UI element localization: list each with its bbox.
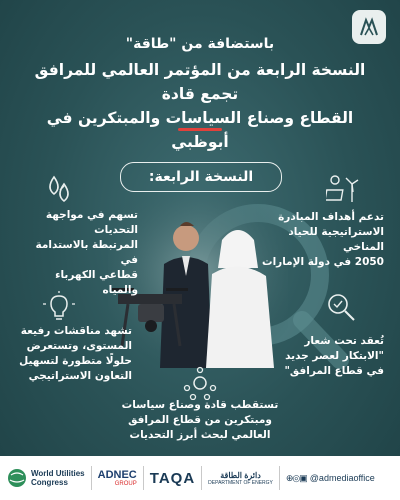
feature-text-line: تشهد مناقشات رفيعة	[20, 325, 132, 337]
footer-separator	[279, 466, 280, 490]
header	[20, 36, 380, 154]
lightbulb-icon	[42, 290, 76, 324]
feature-attracts-leaders	[120, 398, 280, 443]
adnec-group: GROUP	[114, 481, 137, 487]
feature-text-line: التعاون الاستراتيجي	[28, 370, 132, 382]
social-handle[interactable]	[286, 473, 375, 484]
feature-text-line: ومبتكرين من قطاع المرافق	[128, 414, 272, 426]
wuc-logo	[6, 467, 85, 489]
feature-sustainability	[18, 208, 138, 298]
taqa-logo	[150, 470, 195, 487]
media-handle: @admediaoffice	[309, 473, 375, 483]
footer-logos	[0, 456, 400, 500]
globe-icon	[6, 467, 28, 489]
adnec-name: ADNEC	[97, 469, 137, 481]
feature-slogan	[264, 334, 384, 379]
feature-text-line: "الابتكار لعصر جديد	[285, 350, 384, 362]
feature-discussions	[12, 324, 132, 384]
wuc-name-line-1: World Utilities	[31, 469, 85, 478]
feature-text-line: المرتبطة بالاستدامة في	[35, 239, 138, 266]
magnifier-icon	[324, 290, 358, 324]
footer-separator	[91, 466, 92, 490]
headline-line-1: النسخة الرابعة من المؤتمر العالمي للمرافق تجمع قادة	[34, 61, 366, 103]
adnec-logo	[98, 469, 137, 487]
host-line: باستضافة من "طاقة"	[125, 36, 275, 52]
feature-text-line: قطاعي الكهرباء والمياه	[55, 269, 138, 296]
water-drops-icon	[42, 172, 76, 206]
footer-separator	[201, 466, 202, 490]
doe-name-ar: دائرة الطاقة	[220, 470, 261, 480]
footer-separator	[143, 466, 144, 490]
feature-text-line: المستوى، وتستعرض	[26, 340, 132, 352]
network-people-icon	[183, 366, 217, 400]
wuc-name-line-2: Congress	[31, 478, 68, 487]
accent-divider	[178, 128, 222, 131]
feature-text-line: 2050 في دولة الإمارات	[262, 256, 384, 268]
feature-text-line: الاستراتيجية للحياد المناخي	[288, 226, 384, 253]
taqa-name: TAQA	[149, 469, 196, 487]
feature-text-line: العالمي لبحث أبرز التحديات	[129, 429, 271, 441]
feature-text-line: في قطاع المرافق"	[284, 365, 384, 377]
feature-text-line: تستقطب قادة وصناع سياسات	[121, 399, 279, 411]
feature-text-line: تسهم في مواجهة التحديات	[45, 209, 138, 236]
feature-text-line: تُعقد تحت شعار	[304, 335, 384, 347]
feature-text-line: حلولًا متطورة لتسهيل	[19, 355, 132, 367]
solar-wind-icon	[326, 172, 360, 206]
social-icons: ⊕◎▣	[285, 472, 307, 483]
feature-text-line: تدعم أهداف المبادرة	[278, 211, 384, 223]
edition-label: النسخة الرابعة:	[120, 162, 282, 192]
doe-logo	[208, 471, 273, 486]
doe-name-en: DEPARTMENT OF ENERGY	[208, 479, 273, 486]
feature-climate-neutrality	[258, 210, 384, 270]
headline-line-2: القطاع وصناع السياسات والمبتكرين في أبوظبي	[46, 109, 354, 151]
